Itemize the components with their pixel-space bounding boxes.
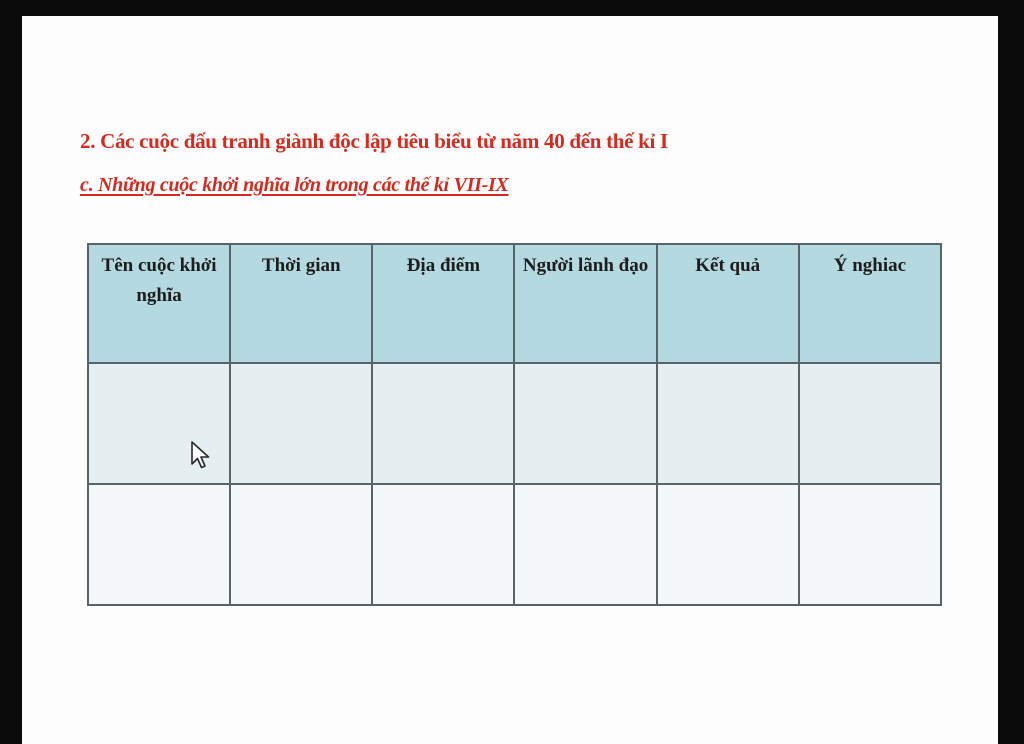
table-cell-content bbox=[231, 485, 371, 604]
table-cell-content bbox=[658, 364, 798, 483]
section-heading: 2. Các cuộc đấu tranh giành độc lập tiêu biểu từ năm 40 đến thế kỉ I bbox=[80, 129, 668, 153]
table-cell[interactable] bbox=[799, 484, 941, 605]
slide-canvas bbox=[22, 16, 998, 744]
header-result: Kết quả bbox=[657, 244, 799, 363]
section-subheading: c. Những cuộc khởi nghĩa lớn trong các thế kỉ VII-IX bbox=[80, 174, 509, 196]
table-cell-content bbox=[800, 364, 940, 483]
table-header-row bbox=[88, 244, 941, 363]
table-cell[interactable] bbox=[514, 363, 656, 484]
table-cell[interactable] bbox=[372, 484, 514, 605]
table-cell[interactable] bbox=[372, 363, 514, 484]
header-time: Thời gian bbox=[230, 244, 372, 363]
uprisings-table bbox=[87, 243, 942, 606]
table-row bbox=[88, 484, 941, 605]
header-leader: Người lãnh đạo bbox=[514, 244, 656, 363]
table-cell-content bbox=[515, 485, 655, 604]
header-location: Địa điểm bbox=[372, 244, 514, 363]
table-cell-content bbox=[89, 485, 229, 604]
table-row bbox=[88, 363, 941, 484]
header-significance: Ý nghiac bbox=[799, 244, 941, 363]
table-cell[interactable] bbox=[657, 484, 799, 605]
table-cell-content bbox=[373, 485, 513, 604]
header-name-of-uprising: Tên cuộc khởi nghĩa bbox=[88, 244, 230, 363]
table-cell[interactable] bbox=[514, 484, 656, 605]
table-cell-content bbox=[800, 485, 940, 604]
table-cell-content bbox=[515, 364, 655, 483]
table-cell[interactable] bbox=[799, 363, 941, 484]
table-cell-content bbox=[658, 485, 798, 604]
table-cell[interactable] bbox=[657, 363, 799, 484]
table-cell-content bbox=[231, 364, 371, 483]
table-cell[interactable] bbox=[88, 484, 230, 605]
table-cell-content bbox=[373, 364, 513, 483]
mouse-cursor-icon bbox=[190, 440, 212, 470]
table-cell[interactable] bbox=[230, 363, 372, 484]
table-cell[interactable] bbox=[230, 484, 372, 605]
